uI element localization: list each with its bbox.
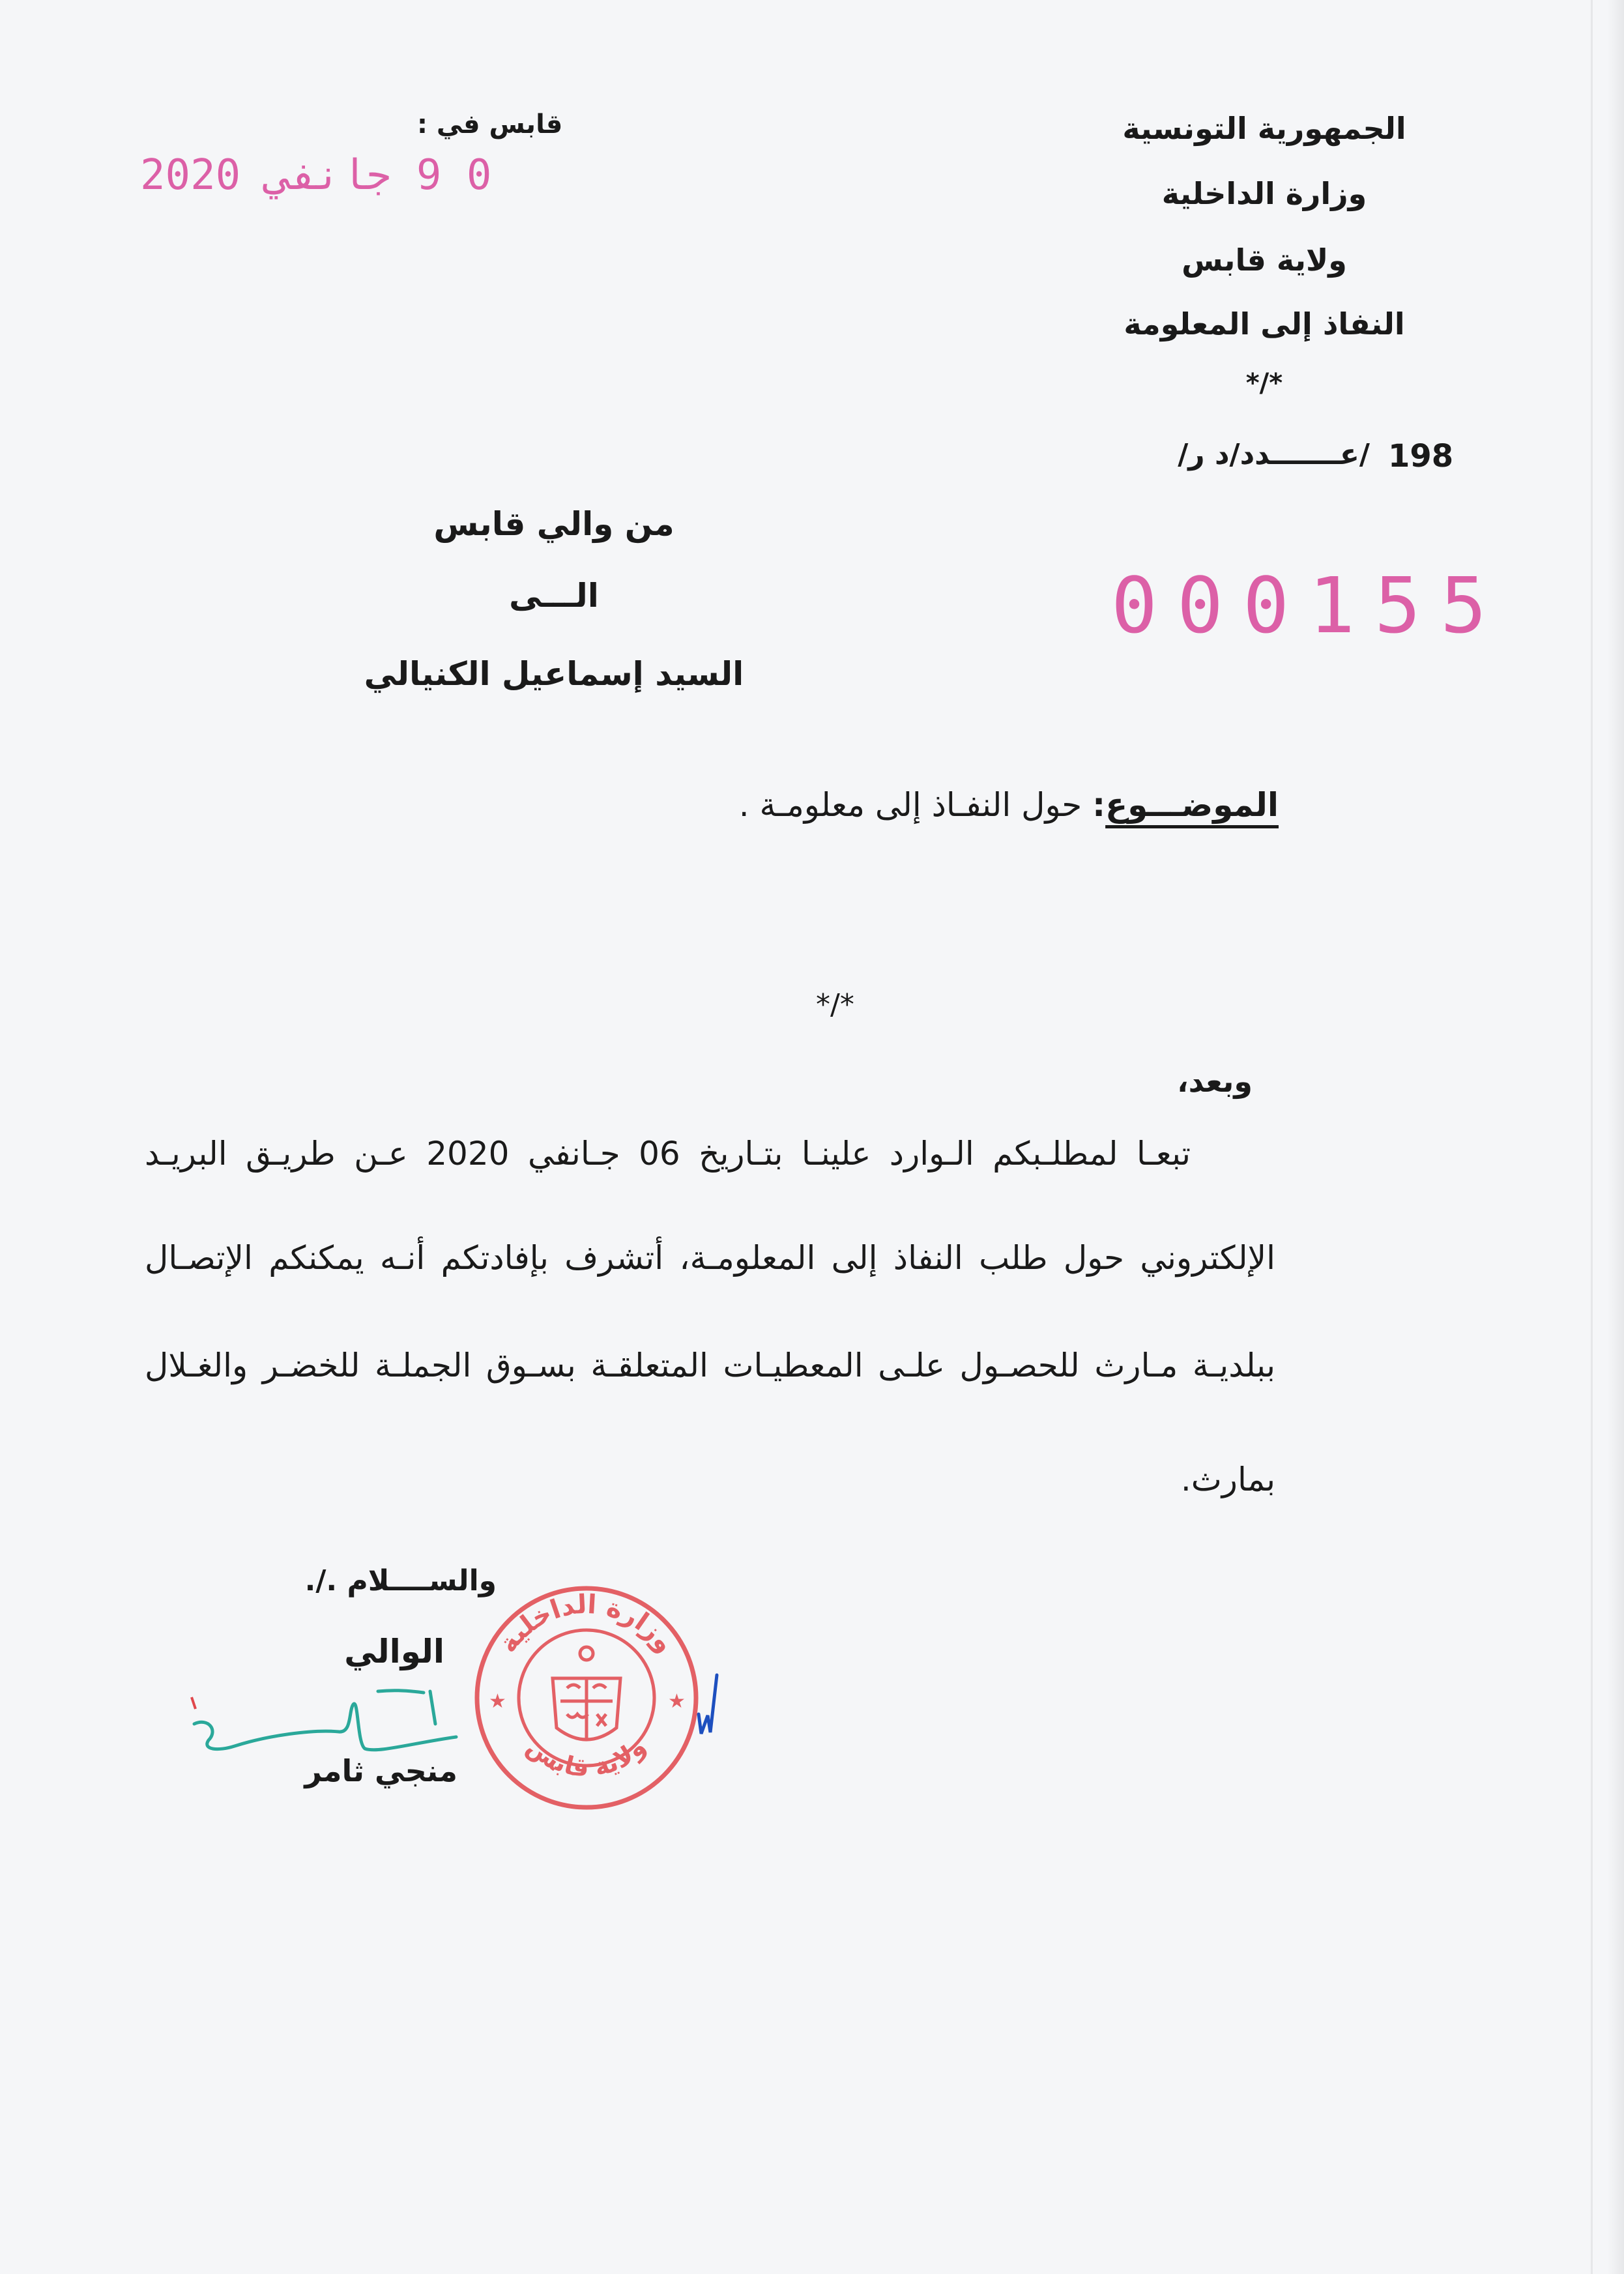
body-line-3: ببلديـة مـارث للحصـول علـى المعطيـات المتعلقـة بسـوق الجملـة للخضـر والغـلال <box>145 1347 1275 1384</box>
seal-top-text: وزارة الداخلية <box>493 1589 680 1659</box>
header-separator: */* <box>1245 368 1283 398</box>
scan-edge-shadow <box>1607 0 1624 2274</box>
address-recipient: السيد إسماعيل الكنيالي <box>364 655 744 693</box>
closing-title: الوالي <box>344 1633 444 1670</box>
reference-code: /عـــــــدد/د ر/ <box>1178 438 1370 471</box>
scan-edge-line <box>1591 0 1593 2274</box>
body-line-2: الإلكتروني حول طلب النفاذ إلى المعلومـة، أتشرف بإفادتكم أنـه يمكنكم الإتصـال <box>145 1239 1275 1277</box>
address-from: من والي قابس <box>433 505 674 543</box>
signature <box>182 1678 463 1763</box>
address-to: الـــى <box>509 577 599 615</box>
registration-stamp: 000155 <box>1111 561 1507 650</box>
subject-label: الموضـــوع <box>1105 786 1279 824</box>
subject-line <box>738 786 1279 824</box>
red-tick <box>189 1695 202 1714</box>
closing-salutation: والســــلام ./. <box>304 1564 497 1597</box>
closing-name: منجي ثامر <box>304 1753 457 1788</box>
subject-colon: : <box>1092 786 1106 824</box>
subject-text: حول النفـاذ إلى معلومـة . <box>738 786 1082 824</box>
header-ministry: وزارة الداخلية <box>1161 176 1367 211</box>
official-seal <box>469 1581 704 1815</box>
svg-text:★: ★ <box>489 1690 506 1713</box>
header-republic: الجمهورية التونسية <box>1122 111 1406 146</box>
body-opening: وبعد، <box>1177 1064 1253 1099</box>
header-department: النفاذ إلى المعلومة <box>1124 306 1405 342</box>
body-line-4: بمارث. <box>1180 1461 1275 1498</box>
body-line-1: تبعـا لمطلـبكم الـوارد علينـا بتـاريخ 06 جـانفي 2020 عـن طريـق البريـد <box>145 1135 1191 1173</box>
place-date-label: قابس في : <box>417 109 563 139</box>
body-separator: */* <box>816 988 854 1021</box>
date-stamp <box>140 151 491 199</box>
reference-number: 198 <box>1388 438 1454 474</box>
svg-text:★: ★ <box>668 1690 686 1713</box>
header-governorate: ولاية قابس <box>1182 242 1347 278</box>
seal-bottom-text: ولاية قابس <box>521 1731 652 1783</box>
date-stamp-text: 0 9 جانفي 2020 <box>140 151 492 199</box>
